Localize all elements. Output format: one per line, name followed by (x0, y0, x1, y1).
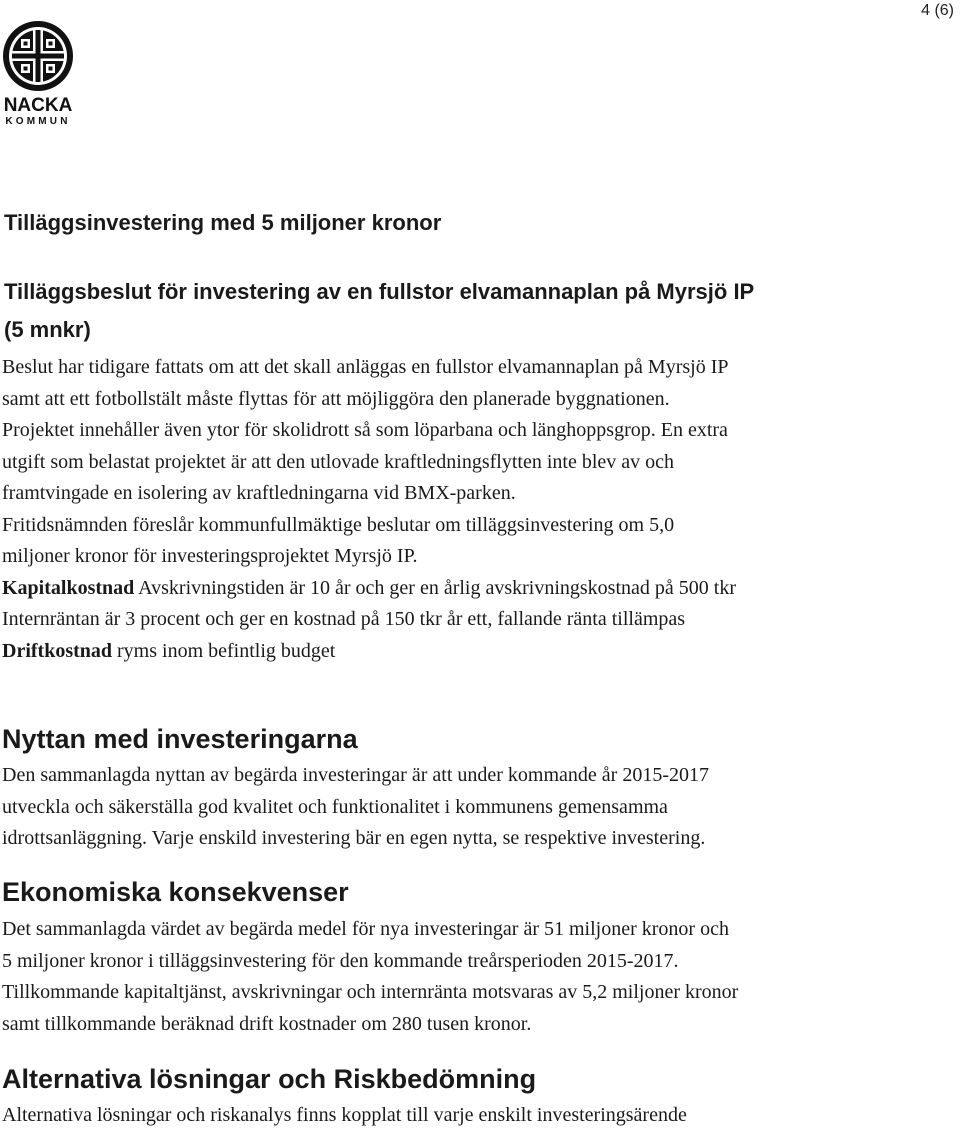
body-line: utveckla och säkerställa god kvalitet och funktionalitet i kommunens gemensamma (2, 795, 668, 818)
logo-name-line1: NACKA (3, 95, 73, 116)
section-title-nyttan: Nyttan med investeringarna (2, 724, 358, 754)
section4-body (2, 1100, 957, 1132)
section-title-alternativa: Alternativa lösningar och Riskbedömning (2, 1064, 537, 1094)
body-line: Alternativa lösningar och riskanalys finns kopplat till varje enskilt investeringsärende (2, 1104, 687, 1126)
subheading-line-2: (5 mnkr) (4, 317, 91, 342)
page-number: 4 (6) (921, 2, 954, 19)
section1-body (2, 352, 957, 667)
body-line: framtvingade en isolering av kraftledningarna vid BMX-parken. (2, 482, 516, 504)
kapitalkostnad-text: Avskrivningstiden är 10 år och ger en årlig avskrivningskostnad på 500 tkr (134, 576, 736, 599)
body-line: Den sammanlagda nyttan av begärda investeringar är att under kommande år 2015-2017 (2, 764, 709, 786)
kapitalkostnad-label: Kapitalkostnad (2, 576, 135, 599)
section3-body (2, 914, 957, 1040)
section-title-ekonomiska: Ekonomiska konsekvenser (2, 877, 349, 907)
body-line: samt tillkommande beräknad drift kostnader om 280 tusen kronor. (2, 1012, 532, 1035)
nacka-logo-icon (2, 20, 78, 126)
body-line: idrottsanläggning. Varje enskild investering bär en egen nytta, se respektive investering. (2, 827, 706, 849)
body-line: Fritidsnämnden föreslår kommunfullmäktige beslutar om tilläggsinvestering om 5,0 (2, 513, 675, 536)
body-line: Internräntan är 3 procent och ger en kostnad på 150 tkr år ett, fallande ränta tillämpas (2, 608, 686, 630)
body-line: utgift som belastat projektet är att den utlovade kraftledningsflytten inte blev av och (2, 450, 675, 473)
driftkostnad-line (2, 636, 957, 668)
body-line: Projektet innehåller även ytor för skolidrott så som löparbana och länghoppsgrop. En extra (2, 419, 728, 441)
body-line: Det sammanlagda värdet av begärda medel för nya investeringar är 51 miljoner kronor och (2, 918, 729, 940)
section2-body (2, 760, 957, 855)
body-line: miljoner kronor för investeringsprojektet Myrsjö IP. (2, 545, 418, 567)
body-line: samt att ett fotbollstält måste flyttas för att möjliggöra den planerade byggnationen. (2, 387, 670, 410)
kapitalkostnad-line (2, 573, 957, 605)
section-title-tillaggsinvestering: Tilläggsinvestering med 5 miljoner kronor (4, 210, 442, 235)
driftkostnad-text: ryms inom befintlig budget (112, 639, 336, 662)
body-line: 5 miljoner kronor i tilläggsinvestering för den kommande treårsperioden 2015-2017. (2, 949, 679, 972)
logo-name-line2: KOMMUN (5, 116, 71, 126)
nacka-kommun-logo (2, 20, 78, 126)
body-line: Tillkommande kapitaltjänst, avskrivningar och internränta motsvaras av 5,2 miljoner kronor (2, 981, 739, 1003)
body-line: Beslut har tidigare fattats om att det skall anläggas en fullstor elvamannaplan på Myrsjö IP (2, 356, 729, 378)
subheading-line-1: Tilläggsbeslut för investering av en fullstor elvamannaplan på Myrsjö IP (4, 279, 755, 304)
driftkostnad-label: Driftkostnad (2, 639, 113, 662)
